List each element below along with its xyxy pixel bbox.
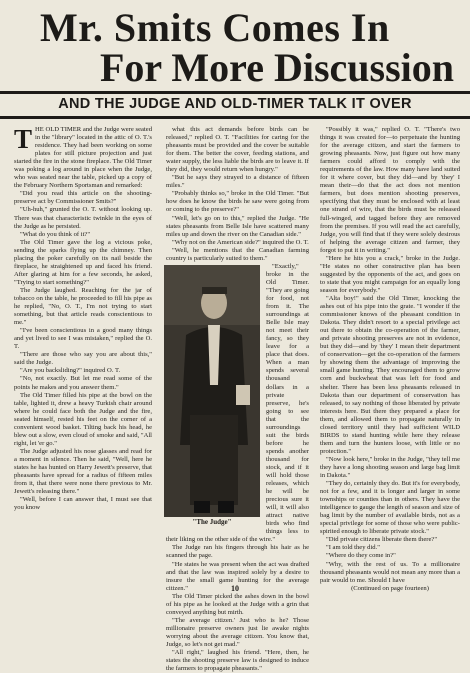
article-paragraph: The Old Timer filled his pipe at the bowl on the table, lighted it, drew a heavy Turkish chair around where he could face both the Judge and the fire, seated himself, rested his feet on the corner of a convenient wood basket. Tilting back his head, he blew out a slow, even cloud of smoke and said, "All right, let 'er go." [14, 391, 152, 447]
drop-cap: T [14, 124, 33, 154]
bottom-rule [0, 116, 470, 119]
article-paragraph: "Alta boy!" said the Old Timer, knocking the ashes out of his pipe into the grate. "I wonder if the commissioner knows of the pheasant condition in Dakota. They didn't resort to a special privilege act out there to obtain the co-operation of the farmer, and private shooting preserves are not in evidence, but they did—and by 'they' I mean their department of conservation—get the co-operation of the farmers by showing them the advantage of improving the small game hunting. They encouraged them to grow corn and buckwheat that was left for food and shelter. There has been less pheasants released in Dakota than our department of conservation has released, to say nothing of those liberated by private interests here. But there they prepared a place for them, and allowed them to propagate naturally in closed territory until they had sufficient WILD BIRDS to stand hunting while here they release them and turn the hunters loose, with little or no protection." [320, 294, 460, 455]
article-paragraph: "There are those who say you are about this," said the Judge. [14, 351, 152, 367]
article-paragraph: "Why, with the rest of us. To a millionaire thousand pheasants would not mean any more than a pair would to me. Should I have [320, 560, 460, 584]
article-paragraph: "No, not exactly. But let me read some of the points he makes and you answer them." [14, 375, 152, 391]
article-paragraph: The Judge laughed. Reaching for the jar of tobacco on the table, he proceeded to fill his pipe as he replied, "No, O. T., I'm not trying to start something, but that article reads conscientious to me." [14, 286, 152, 327]
judge-photo [164, 265, 260, 527]
article-paragraph: what this act demands before birds can be released," replied O. T. "Facilities for caring for the pheasants must be provided and the cover be suitable for them. The better the cover, feeding stations, and water supply, the less liable the birds are to leave it. If they did, they would return when hungry." [166, 126, 309, 174]
article-paragraph: "Are you backsliding?" inquired O. T. [20, 367, 121, 375]
article-paragraph: "Exactly," broke in the Old Timer. "They are going for food, not from it. The surroundings at Belle Isle may not meet their fancy, so they leave for a place that does. When a man spends several thousand dollars in a private preserve, he's going to see that the surroundings suit the birds before he spends another thousand for stock, and if it will hold those releases, which he will be precious sure it will, it will also attract native birds who find things less to their liking on the other side of the wire." [166, 262, 309, 544]
article-paragraph: "I am told they did." [326, 544, 380, 552]
article-paragraph: "They do, certainly they do. But it's for everybody, not for a few, and it is longer and larger in some townships or counties than in others. They have the intelligence to gauge the length of season and size of bag limit by the number of available birds, not as a special privilege for some of those who were public-spirited enough to liberate private stock." [320, 480, 461, 536]
article-paragraph: The Judge ran his fingers through his hair as he scanned the page. [166, 544, 309, 560]
article-paragraph: "Why not on the American side?" inquired the O. T. [172, 238, 309, 246]
headline-line-2: For More Discussion [99, 45, 454, 90]
article-paragraph: "He states he was present when the act was drafted and that the law was inspired solely by a desire to insure the small game hunting for the average citizen." [166, 560, 309, 592]
subheadline: AND THE JUDGE AND OLD-TIMER TALK IT OVER [58, 96, 412, 112]
article-paragraph: "Probably thinks so," broke in the Old Timer. "But how does he know the birds he saw were going from or coming to the preserve?" [166, 190, 309, 214]
judge-photo-illustration [164, 265, 260, 517]
article-paragraph: The Judge adjusted his nose glasses and read for a moment in silence. Then he said, "Well, here he states he has hunted on Harry Jewett's preserve, that pheasants have spread for a radius of fifteen miles from it, that there were none there previous to Mr. Jewett's releasing there." [14, 447, 152, 496]
article-paragraph: "The average citizen.' Just who is he? Those millionaire preserve owners just lie awake nights worrying about the average citizen. You know that, Judge, so let's not get mad." [166, 616, 309, 648]
article-paragraph: "I've been conscientious in a good many things and yet lived to see I was mistaken," replied the O. T. [14, 327, 152, 351]
article-paragraph: "Well, let's go on to this," replied the Judge. "He states pheasants from Belle Isle have scattered many miles up and down the river on the Canadian side." [166, 214, 309, 238]
photo-caption: "The Judge" [164, 517, 260, 527]
article-paragraph: "Well, he mentions that the Canadian farming country is particularly suited to them." [166, 246, 309, 262]
article-paragraph: "Uh-huh," grunted the O. T. without looking up. There was that characteristic twinkle in the eyes of the Judge as he persisted. [14, 206, 152, 230]
article-paragraph: "Where do they come in?" [326, 552, 396, 560]
article-paragraph: "All right," laughed his friend. "Here, then, he states the shooting preserve law is designed to induce the farmers to propagate pheasants." [166, 649, 309, 673]
article-paragraph: "Did you read this article on the shooting-preserve act by Commissioner Smits?" [14, 190, 152, 206]
article-paragraph: "Here he hits you a crack," broke in the Judge. "He states no other constructive plan has been suggested by the opponents of the act, and goes on to state that you might campaign for an equally long season for everybody." [320, 254, 460, 294]
article-column-1 [14, 126, 152, 586]
continued-note: (Continued on page fourteen) [351, 584, 429, 592]
article-paragraph: "But he says they strayed to a distance of fifteen miles." [166, 174, 309, 190]
headline-line-1: Mr. Smits Comes In [40, 5, 390, 50]
article-paragraph: "What do you think of it?" [20, 230, 91, 238]
top-rule [0, 91, 470, 94]
article-paragraph: The Old Timer picked the ashes down in the bowl of his pipe as he looked at the Judge with a grin that conveyed anything but mirth. [166, 592, 309, 616]
page-number: 10 [231, 584, 239, 593]
article-column-3 [320, 126, 461, 592]
article-paragraph: "Now look here," broke in the Judge, "they tell me they have a long shooting season and large bag limit in Dakota." [320, 455, 460, 480]
article-paragraph: "Well, before I can answer that, I must see that you know [14, 496, 152, 512]
article-paragraph: "Did private citizens liberate them there?" [326, 536, 438, 544]
article-paragraph: "Possibly it was," replied O. T. "There's two things it was created for—to perpetuate the hunting for the average citizen, and start the farmers to growing pheasants. Now, just figure out how many farmers could afford to comply with the requirements of the law. How many have land suited for it where cover, but they did—and by 'they' I mean their—do that the act does not mention farmers, but does mention shooting preserves, specifying that they must be enclosed with at least one strand of wire, that the birds must be released full-winged, and tagged before they are removed from the premises. If you will read the act carefully, Judge, you will find that if they were solely desirous of helping the average citizen and farmer, they forgot to put it in writing." [320, 126, 460, 254]
article-paragraph: THE OLD TIMER and the Judge were seated in the "library" located in the attic of O. T.'s residence. They had been working on some plates for still picture projection and just started the fire in the stone fireplace. The Old Timer was poking a log around in place when the Judge, who was seated near the table, picked up a copy of the February Northern Sportsman and remarked: [14, 124, 152, 190]
article-paragraph: The Old Timer gave the log a vicious poke, sending the sparks flying up the chimney. Then placing the poker carefully on its nail beside the fireplace, he straightened up and faced his friend. After glaring at him for a few seconds, he asked, "Trying to start something?" [14, 238, 152, 286]
